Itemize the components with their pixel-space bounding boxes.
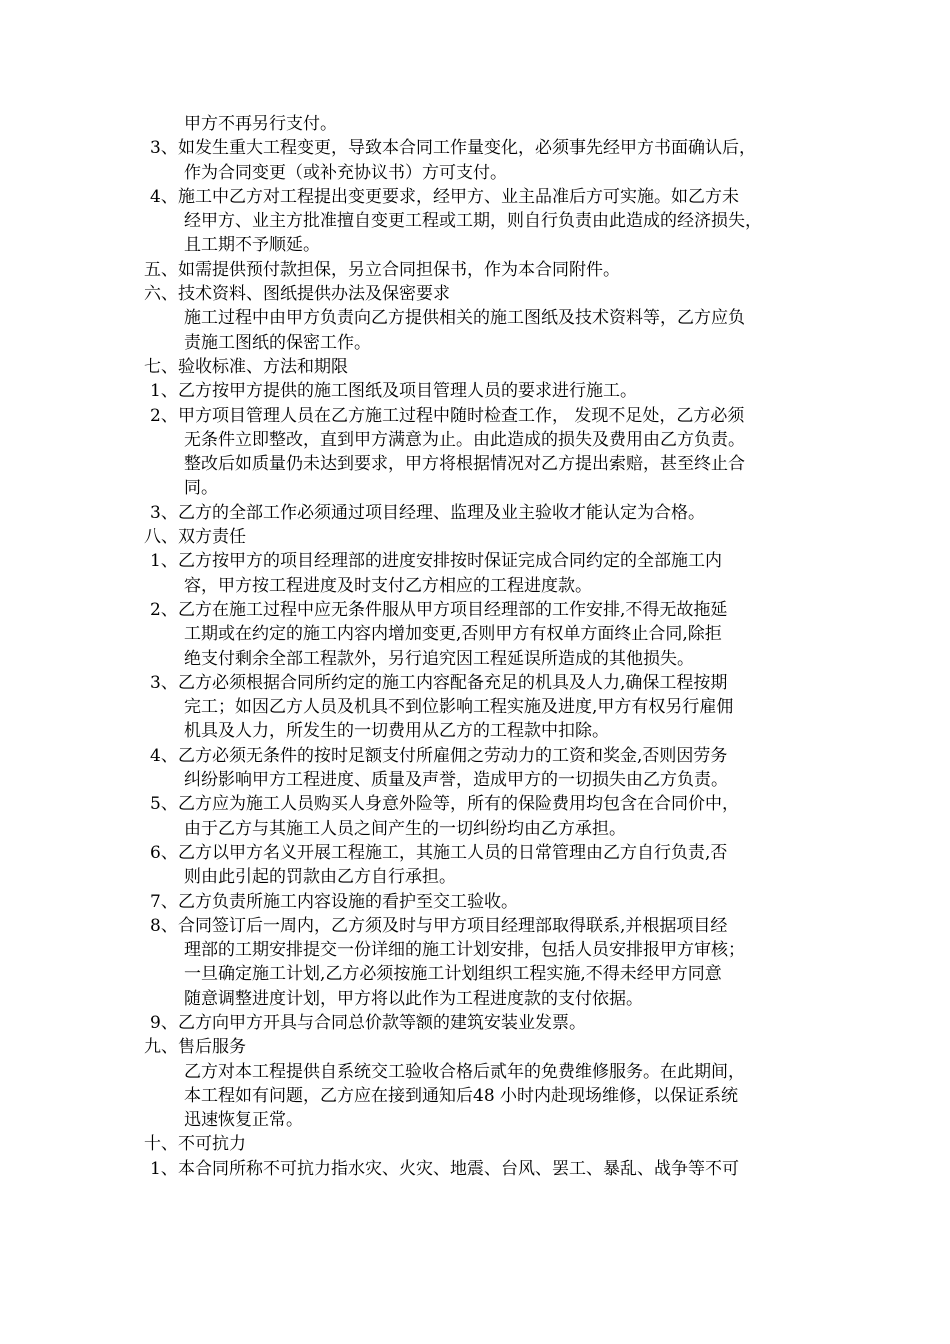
paragraph-text: 合同签订后一周内，乙方须及时与甲方项目经理部取得联系,并根据项目经	[178, 915, 728, 936]
text-line	[0, 695, 950, 719]
text-line	[0, 622, 950, 646]
paragraph-text: 乙方应为施工人员购买人身意外险等，所有的保险费用均包含在合同价中，	[178, 794, 739, 815]
text-line	[0, 549, 950, 573]
item-number: 1、	[150, 381, 178, 402]
section-heading: 六、技术资料、图纸提供办法及保密要求	[144, 284, 450, 305]
paragraph-text: 乙方的全部工作必须通过项目经理、监理及业主验收才能认定为合格。	[178, 502, 705, 523]
text-line	[0, 890, 950, 914]
paragraph-text: 乙方按甲方的项目经理部的进度安排按时保证完成合同约定的全部施工内	[178, 551, 722, 572]
paragraph-text: 随意调整进度计划，甲方将以此作为工程进度款的支付依据。	[184, 988, 643, 1009]
paragraph-text: 乙方负责所施工内容设施的看护至交工验收。	[178, 891, 518, 912]
text-line	[0, 185, 950, 209]
text-line	[0, 987, 950, 1011]
text-line	[0, 136, 950, 160]
text-line	[0, 233, 950, 257]
text-line	[0, 112, 950, 136]
text-line	[0, 476, 950, 500]
paragraph-text: 乙方在施工过程中应无条件服从甲方项目经理部的工作安排,不得无故拖延	[178, 599, 728, 620]
paragraph-text: 同。	[184, 478, 218, 499]
paragraph-text: 一旦确定施工计划,乙方必须按施工计划组织工程实施,不得未经甲方同意	[184, 964, 722, 985]
text-line	[0, 865, 950, 889]
text-line	[0, 306, 950, 330]
item-number: 3、	[150, 672, 178, 693]
text-line	[0, 719, 950, 743]
paragraph-text: 乙方必须根据合同所约定的施工内容配备充足的机具及人力,确保工程按期	[178, 672, 728, 693]
text-line	[0, 574, 950, 598]
item-number: 9、	[150, 1012, 178, 1033]
paragraph-text: 无条件立即整改，直到甲方满意为止。由此造成的损失及费用由乙方负责。	[184, 429, 745, 450]
paragraph-text: 责施工图纸的保密工作。	[184, 332, 371, 353]
text-line	[0, 671, 950, 695]
text-line	[0, 452, 950, 476]
paragraph-text: 则由此引起的罚款由乙方自行承担。	[184, 867, 456, 888]
text-line	[0, 355, 950, 379]
paragraph-text: 乙方向甲方开具与合同总价款等额的建筑安装业发票。	[178, 1012, 586, 1033]
text-line	[0, 841, 950, 865]
paragraph-text: 绝支付剩余全部工程款外，另行追究因工程延误所造成的其他损失。	[184, 648, 694, 669]
text-line	[0, 817, 950, 841]
document-page	[0, 112, 950, 1181]
text-line	[0, 209, 950, 233]
text-line	[0, 525, 950, 549]
paragraph-text: 完工；如因乙方人员及机具不到位影响工程实施及进度,甲方有权另行雇佣	[184, 697, 734, 718]
text-line	[0, 282, 950, 306]
text-line	[0, 501, 950, 525]
text-line	[0, 428, 950, 452]
paragraph-text: 本工程如有问题，乙方应在接到通知后48 小时内赴现场维修，以保证系统	[184, 1085, 739, 1106]
item-number: 3、	[150, 138, 178, 159]
text-line	[0, 1035, 950, 1059]
paragraph-text: 乙方按甲方提供的施工图纸及项目管理人员的要求进行施工。	[178, 381, 637, 402]
item-number: 7、	[150, 891, 178, 912]
text-line	[0, 938, 950, 962]
paragraph-text: 如发生重大工程变更，导致本合同工作量变化，必须事先经甲方书面确认后，	[178, 138, 756, 159]
text-line	[0, 1108, 950, 1132]
item-number: 2、	[150, 405, 178, 426]
item-number: 1、	[150, 1158, 178, 1179]
paragraph-text: 施工过程中由甲方负责向乙方提供相关的施工图纸及技术资料等，乙方应负	[184, 308, 745, 329]
item-number: 8、	[150, 915, 178, 936]
item-number: 4、	[150, 745, 178, 766]
text-line	[0, 962, 950, 986]
text-line	[0, 914, 950, 938]
text-line	[0, 598, 950, 622]
paragraph-text: 且工期不予顺延。	[184, 235, 320, 256]
text-line	[0, 258, 950, 282]
text-line	[0, 744, 950, 768]
paragraph-text: 整改后如质量仍未达到要求，甲方将根据情况对乙方提出索赔，甚至终止合	[184, 454, 745, 475]
text-line	[0, 379, 950, 403]
paragraph-text: 乙方对本工程提供自系统交工验收合格后贰年的免费维修服务。在此期间，	[184, 1061, 745, 1082]
paragraph-text: 纠纷影响甲方工程进度、质量及声誉，造成甲方的一切损失由乙方负责。	[184, 770, 728, 791]
text-line	[0, 768, 950, 792]
paragraph-text: 甲方项目管理人员在乙方施工过程中随时检查工作， 发现不足处，乙方必须	[178, 405, 745, 426]
paragraph-text: 理部的工期安排提交一份详细的施工计划安排，包括人员安排报甲方审核；	[184, 940, 745, 961]
text-line	[0, 1084, 950, 1108]
item-number: 6、	[150, 842, 178, 863]
text-line	[0, 1011, 950, 1035]
paragraph-text: 甲方不再另行支付。	[184, 114, 337, 134]
paragraph-text: 容，甲方按工程进度及时支付乙方相应的工程进度款。	[184, 575, 592, 596]
text-line	[0, 792, 950, 816]
text-line	[0, 404, 950, 428]
text-line	[0, 647, 950, 671]
paragraph-text: 乙方必须无条件的按时足额支付所雇佣之劳动力的工资和奖金,否则因劳务	[178, 745, 728, 766]
item-number: 2、	[150, 599, 178, 620]
paragraph-text: 本合同所称不可抗力指水灾、火灾、地震、台风、罢工、暴乱、战争等不可	[178, 1158, 739, 1179]
paragraph-text: 乙方以甲方名义开展工程施工，其施工人员的日常管理由乙方自行负责,否	[178, 842, 728, 863]
item-number: 4、	[150, 186, 178, 207]
paragraph-text: 经甲方、业主方批准擅自变更工程或工期，则自行负责由此造成的经济损失，	[184, 211, 762, 232]
item-number: 1、	[150, 551, 178, 572]
paragraph-text: 由于乙方与其施工人员之间产生的一切纠纷均由乙方承担。	[184, 818, 626, 839]
paragraph-text: 作为合同变更（或补充协议书）方可支付。	[184, 162, 507, 183]
item-number: 3、	[150, 502, 178, 523]
paragraph-text: 工期或在约定的施工内容内增加变更,否则甲方有权单方面终止合同,除拒	[184, 624, 722, 645]
section-heading: 九、售后服务	[144, 1037, 246, 1058]
section-heading: 十、不可抗力	[144, 1134, 246, 1155]
text-line	[0, 1157, 950, 1181]
item-number: 5、	[150, 794, 178, 815]
text-line	[0, 331, 950, 355]
section-heading: 八、双方责任	[144, 527, 246, 548]
paragraph-text: 施工中乙方对工程提出变更要求，经甲方、业主品准后方可实施。如乙方未	[178, 186, 739, 207]
paragraph-text: 机具及人力，所发生的一切费用从乙方的工程款中扣除。	[184, 721, 609, 742]
text-line	[0, 1132, 950, 1156]
text-line	[0, 161, 950, 185]
section-heading: 七、验收标准、方法和期限	[144, 356, 348, 377]
section-heading: 五、如需提供预付款担保，另立合同担保书，作为本合同附件。	[144, 259, 620, 280]
text-line	[0, 1060, 950, 1084]
paragraph-text: 迅速恢复正常。	[184, 1110, 303, 1131]
